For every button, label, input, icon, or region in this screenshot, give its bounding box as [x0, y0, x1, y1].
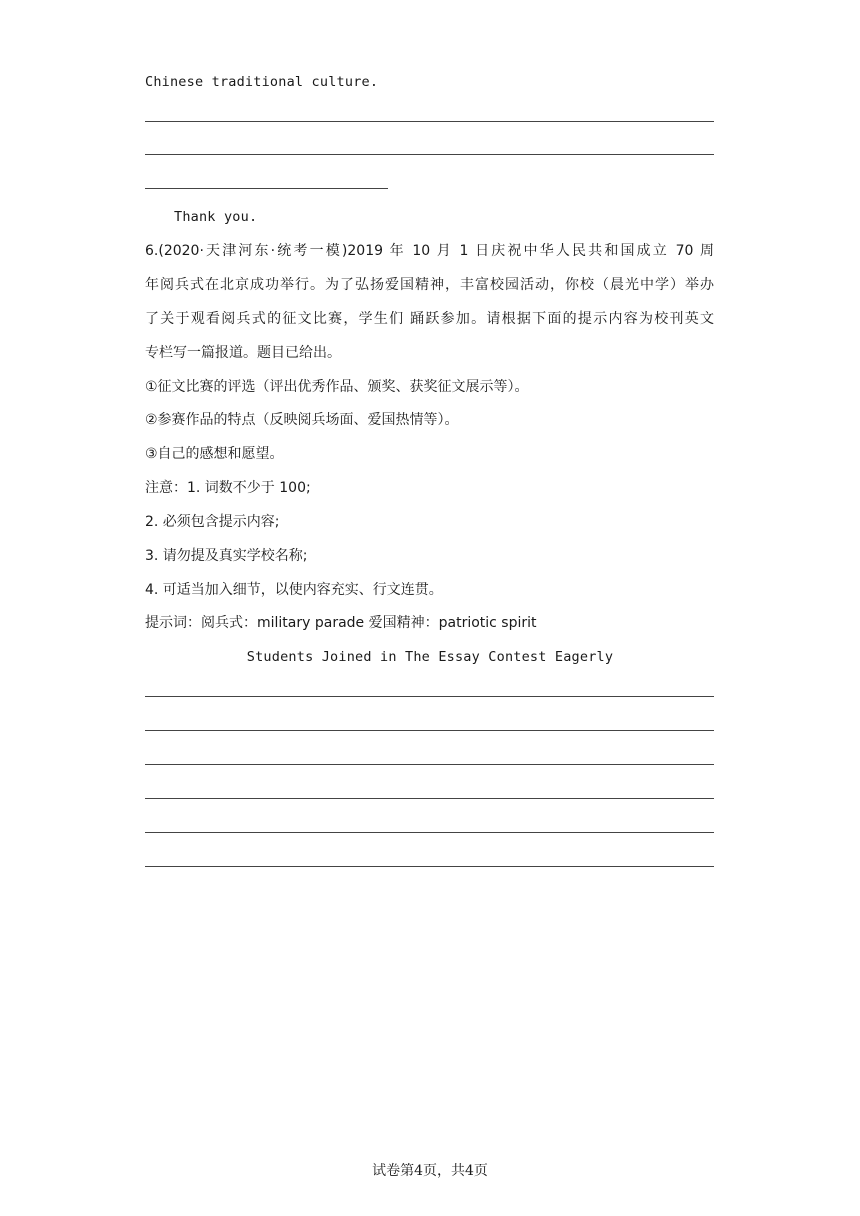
answer-line [145, 121, 714, 122]
answer-line [145, 764, 714, 765]
answer-line [145, 730, 714, 731]
question-stem-line-1: 6.(2020·天津河东·统考一模)2019 年 10 月 1 日庆祝中华人民共和国成立 70 周 [145, 243, 714, 259]
prompt-point-1: ①征文比赛的评选（评出优秀作品、颁奖、获奖征文展示等）。 [145, 379, 529, 395]
answer-line [145, 154, 714, 155]
page-footer: 试卷第4页，共4页 [372, 1163, 488, 1179]
note-4: 4. 可适当加入细节，以使内容充实、行文连贯。 [145, 582, 443, 598]
hint-words: 提示词：阅兵式：military parade 爱国精神：patriotic spirit [145, 615, 537, 631]
thanks-line: Thank you. [174, 209, 258, 225]
previous-answer-closing-line: Chinese traditional culture. [145, 74, 379, 90]
essay-title: Students Joined in The Essay Contest Eagerly [246, 649, 614, 665]
answer-line [145, 832, 714, 833]
question-stem-line-2: 年阅兵式在北京成功举行。为了弘扬爱国精神，丰富校园活动，你校（晨光中学）举办 [145, 277, 714, 293]
answer-line-short [145, 188, 388, 189]
question-stem-line-4: 专栏写一篇报道。题目已给出。 [145, 345, 341, 361]
note-1: 注意：1. 词数不少于 100; [145, 480, 311, 496]
answer-line [145, 866, 714, 867]
answer-line [145, 696, 714, 697]
prompt-point-2: ②参赛作品的特点（反映阅兵场面、爱国热情等）。 [145, 412, 459, 428]
note-2: 2. 必须包含提示内容; [145, 514, 280, 530]
question-stem-line-3: 了关于观看阅兵式的征文比赛，学生们 踊跃参加。请根据下面的提示内容为校刊英文 [145, 311, 714, 327]
answer-line [145, 798, 714, 799]
prompt-point-3: ③自己的感想和愿望。 [145, 446, 284, 462]
note-3: 3. 请勿提及真实学校名称; [145, 548, 308, 564]
